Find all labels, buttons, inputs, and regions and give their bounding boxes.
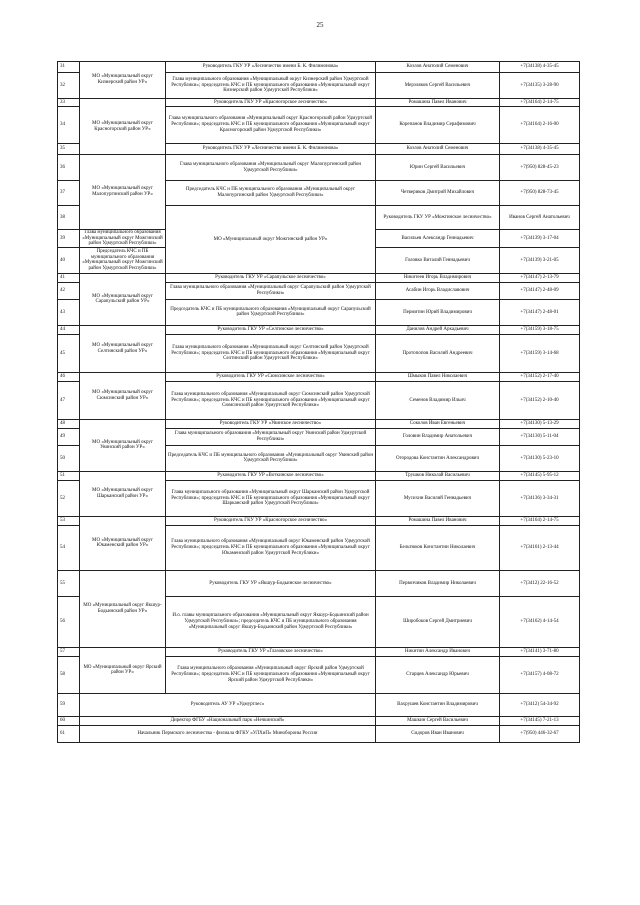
name-cell: Козлов Анатолий Семенович [376, 144, 500, 155]
name-cell: Огородова Константин Александрович [376, 445, 500, 471]
phone-cell: +7(34161) 2-13-44 [500, 525, 580, 570]
phone-cell: +7(34145) 5-95-12 [500, 471, 580, 480]
district-cell: МО «Муниципальный округ Малопургинский район УР» [80, 155, 166, 230]
position-cell: Глава муниципального образования «Муниципальный округ Кизнерский район Удмуртской Республики»; председатель КЧС и ПБ муниципального образования «Муниципальный округ Кизнерский район Удмуртской Республики» [166, 73, 376, 99]
row-number: 51 [58, 471, 80, 480]
row-number: 59 [58, 693, 80, 716]
phone-cell: +7(34164) 2-14-75 [500, 99, 580, 107]
district-cell: МО «Муниципальный округ Шарканский район УР» [80, 471, 166, 516]
position-cell: Руководитель ГКУ УР «Лесничество имени Б. К. Филимонова» [166, 144, 376, 155]
table-row [58, 647, 580, 656]
phone-cell: +7(34152) 2-10-40 [500, 381, 580, 419]
row-number: 40 [58, 247, 80, 273]
name-cell: Сидоров Иван Иванович [376, 725, 500, 742]
phone-cell: +7(34139) 3-17-04 [500, 229, 580, 247]
position-cell: Председатель КЧС и ПБ муниципального образования «Муниципальный округ Малопургинский район Удмуртской Республики» [166, 181, 376, 206]
table-row [58, 419, 580, 428]
district-cell: МО «Муниципальный округ Увинский район УР» [80, 419, 166, 471]
name-cell: Машкин Сергей Васильевич [376, 716, 500, 725]
position-cell: Глава муниципального образования «Муниципальный округ Малопургинский район Удмуртской Республики» [166, 155, 376, 181]
table-row [58, 725, 580, 742]
position-cell: Глава муниципального образования «Муниципальный округ Сарапульский район Удмуртской Республики» [166, 282, 376, 299]
table-row [58, 273, 580, 282]
phone-cell: +7(34164) 2-16-00 [500, 107, 580, 144]
position-cell: Глава муниципального образования «Муниципальный округ Сюмсинский район Удмуртской Республики»; председатель КЧС и ПБ муниципального образования «Муниципальный округ Сюмсинский район Удмуртской Республики» [166, 381, 376, 419]
row-number: 43 [58, 299, 80, 325]
position-cell: Руководитель ГКУ УР «Воткинское лесничество» [166, 471, 376, 480]
name-cell: Иванов Сергей Анатольевич [500, 206, 580, 230]
contacts-table-body [58, 62, 580, 743]
phone-cell: +7(34159) 3-18-75 [500, 325, 580, 334]
row-number: 37 [58, 181, 80, 206]
row-number: 42 [58, 282, 80, 299]
name-cell: Никитеев Игорь Владимирович [376, 273, 500, 282]
phone-cell: +7(34157) 4-08-72 [500, 656, 580, 693]
phone-cell: +7(34136) 3-34-31 [500, 480, 580, 516]
phone-cell: +7(3412) 54-34-92 [500, 693, 580, 716]
name-cell: Семенов Владимир Ильич [376, 381, 500, 419]
position-cell: Начальник Пермского лесничества - филиала ФГКУ «УЛХиП» Минобороны России [80, 725, 376, 742]
row-number: 35 [58, 144, 80, 155]
phone-cell: +7(34130) 5-13-29 [500, 419, 580, 428]
row-number: 49 [58, 428, 80, 445]
row-number: 60 [58, 716, 80, 725]
position-cell: Руководитель ГКУ УР «Красногорское лесничество» [166, 99, 376, 107]
name-cell: Мерзляков Сергей Васильевич [376, 73, 500, 99]
position-cell: Глава муниципального образования «Муниципальный округ Красногорский район Удмуртской Республики»; председатель КЧС и ПБ муниципального образования «Муниципальный округ Красногорский район Удмуртской Республики» [166, 107, 376, 144]
row-number: 55 [58, 570, 80, 596]
position-cell: Руководитель ГКУ УР «Сарапульское лесничество» [166, 273, 376, 282]
name-cell: Протопопов Василий Андреевич [376, 334, 500, 372]
phone-cell: +7(34159) 3-14-68 [500, 334, 580, 372]
row-number: 54 [58, 525, 80, 570]
position-cell: Глава муниципального образования «Муниципальный округ Шарканский район Удмуртской Республики»; председатель КЧС и ПБ муниципального образования «Муниципальный округ Шарканский район Удмуртской Республики» [166, 480, 376, 516]
district-cell: МО «Муниципальный округ Красногорский район УР» [80, 99, 166, 155]
name-cell: Пермитин Юрий Владимирович [376, 299, 500, 325]
district-cell: МО «Муниципальный округ Кизнерский район УР» [80, 62, 166, 99]
position-cell: Руководитель ГКУ УР «Сюмсинское лесничество» [166, 372, 376, 381]
position-cell: Глава муниципального образования «Муниципальный округ Ярский район Удмуртской Республики»; председатель КЧС и ПБ муниципального образования «Муниципальный округ Ярский район Удмуртской Республики» [166, 656, 376, 693]
name-cell: Вахрушев Константин Владимирович [376, 693, 500, 716]
name-cell: Бельтюков Константин Николаевич [376, 525, 500, 570]
position-cell: Руководитель ГКУ УР «Якшур-Бодьинское лесничество» [166, 570, 376, 596]
position-cell: Председатель КЧС и ПБ муниципального образования «Муниципальный округ Увинский район Удмуртской Республики» [166, 445, 376, 471]
district-cell: МО «Муниципальный округ Ярский район УР» [80, 647, 166, 693]
phone-cell: +7(34147) 2-48-01 [500, 299, 580, 325]
position-cell: Директор ФГБУ «Национальный парк «Нечкинский» [80, 716, 376, 725]
position-cell: Руководитель ГКУ УР «Селтинское лесничество» [166, 325, 376, 334]
name-cell: Головин Владимир Анатольевич [376, 428, 500, 445]
district-cell: МО «Муниципальный округ Сюмсинский район УР» [80, 372, 166, 419]
phone-cell: +7(34164) 2-14-75 [500, 516, 580, 525]
row-number: 50 [58, 445, 80, 471]
position-cell: Председатель КЧС и ПБ муниципального образования «Муниципальный округ Сарапульский район Удмуртской Республики» [166, 299, 376, 325]
name-cell: Корепанов Владимир Серафимович [376, 107, 500, 144]
row-number: 41 [58, 273, 80, 282]
name-cell: Юрин Сергей Васильевич [376, 155, 500, 181]
name-cell: Четвериков Дмитрий Михайлович [376, 181, 500, 206]
district-cell: МО «Муниципальный округ Юкаменский район УР» [80, 516, 166, 570]
district-cell: МО «Муниципальный округ Сарапульский район УР» [80, 273, 166, 325]
position-cell: Глава муниципального образования «Муниципальный округ Селтинский район Удмуртской Республики»; председатель КЧС и ПБ муниципального образования «Муниципальный округ Селтинский район Удмуртской Республики» [166, 334, 376, 372]
table-row [58, 155, 580, 181]
phone-cell: +7(34147) 2-48-09 [500, 282, 580, 299]
district-cell: МО «Муниципальный округ Якшур-Бодьинский район УР» [80, 570, 166, 647]
phone-cell: +7(34139) 3-21-05 [500, 247, 580, 273]
phone-cell: +7(34141) 3-71-80 [500, 647, 580, 656]
position-cell: Руководитель ГКУ УР «Красногорское лесничество» [166, 516, 376, 525]
phone-cell: +7(950) 828-73-45 [500, 181, 580, 206]
row-number: 44 [58, 325, 80, 334]
phone-cell: +7(34138) 4-35-45 [500, 144, 580, 155]
table-row [58, 325, 580, 334]
position-cell: Руководитель АУ УР «Удмуртлес» [80, 693, 376, 716]
phone-cell: +7(34147) 2-13-79 [500, 273, 580, 282]
name-cell: Головко Виталий Геннадьевич [376, 247, 500, 273]
row-number: 31 [58, 62, 80, 73]
name-cell: Старцев Александр Юрьевич [376, 656, 500, 693]
position-cell: Глава муниципального образования «Муниципальный округ Юкаменский район Удмуртской Республики»; председатель КЧС и ПБ муниципального образования «Муниципальный округ Юкаменский район Удмуртской Республики» [166, 525, 376, 570]
table-row [58, 372, 580, 381]
name-cell: Данилов Андрей Аркадьевич [376, 325, 500, 334]
row-number: 33 [58, 99, 80, 107]
phone-cell: +7(34162) 4-14-54 [500, 596, 580, 647]
name-cell: Соколов Иван Евгеньевич [376, 419, 500, 428]
phone-cell: +7(3412) 22-16-52 [500, 570, 580, 596]
district-cell: МО «Муниципальный округ Селтинский район УР» [80, 325, 166, 372]
name-cell: Никитин Александр Иванович [376, 647, 500, 656]
phone-cell: +7(34135) 3-28-90 [500, 73, 580, 99]
name-cell: Козлов Анатолий Семенович [376, 62, 500, 73]
table-row [58, 516, 580, 525]
row-number: 36 [58, 155, 80, 181]
name-cell: Шмыков Павел Николаевич [376, 372, 500, 381]
position-cell: Глава муниципального образования «Муниципальный округ Увинский район Удмуртской Республики» [166, 428, 376, 445]
row-number: 58 [58, 656, 80, 693]
row-number: 32 [58, 73, 80, 99]
name-cell: Ромашина Павел Иванович [376, 516, 500, 525]
position-cell: Руководитель ГКУ УР «Лесничество имени Б. К. Филимонова» [166, 62, 376, 73]
row-number: 45 [58, 334, 80, 372]
phone-cell: +7(950) 446-32-67 [500, 725, 580, 742]
name-cell: Мусихин Василий Геннадьевич [376, 480, 500, 516]
row-number: 61 [58, 725, 80, 742]
position-cell: Глава муниципального образования «Муниципальный округ Можгинский район Удмуртской Республики» [80, 229, 166, 247]
name-cell: Ромашина Павел Иванович [376, 99, 500, 107]
name-cell: Первозчиков Владимир Николаевич [376, 570, 500, 596]
row-number: 53 [58, 516, 80, 525]
row-number: 46 [58, 372, 80, 381]
position-cell: Руководитель ГКУ УР «Можгинское лесничество» [376, 206, 500, 230]
phone-cell: +7(34145) 7-21-13 [500, 716, 580, 725]
row-number: 38 [58, 206, 80, 230]
position-cell: Руководитель ГКУ УР «Увинское лесничество» [166, 419, 376, 428]
row-number: 34 [58, 107, 80, 144]
row-number: 48 [58, 419, 80, 428]
row-number: 39 [58, 229, 80, 247]
table-row [58, 570, 580, 596]
name-cell: Асабин Игорь Владиславович [376, 282, 500, 299]
position-cell: Председатель КЧС и ПБ муниципального образования «Муниципальный округ Можгинский район Удмуртской Республики» [80, 247, 166, 273]
row-number: 52 [58, 480, 80, 516]
name-cell: Васильев Александр Геннадьевич [376, 229, 500, 247]
row-number: 56 [58, 596, 80, 647]
position-cell: Руководитель ГКУ УР «Глазовское лесничество» [166, 647, 376, 656]
page-number: 25 [316, 21, 324, 29]
district-cell: МО «Муниципальный округ Можгинский район УР» [166, 206, 376, 274]
position-cell: И.о. главы муниципального образования «Муниципальный округ Якшур-Бодьинский район Удмуртской Республики»; председатель КЧС и ПБ муниципального образования «Муниципальный округ Якшур-Бодьинский район Удмуртской Республики» [166, 596, 376, 647]
phone-cell: +7(34130) 5-11-04 [500, 428, 580, 445]
phone-cell: +7(950) 828-45-23 [500, 155, 580, 181]
table-row [58, 62, 580, 73]
phone-cell: +7(34152) 2-17-40 [500, 372, 580, 381]
row-number: 57 [58, 647, 80, 656]
table-row [58, 99, 580, 107]
contacts-table [57, 61, 580, 743]
name-cell: Трушков Николай Васильевич [376, 471, 500, 480]
phone-cell: +7(34130) 5-23-10 [500, 445, 580, 471]
table-row [58, 471, 580, 480]
row-number: 47 [58, 381, 80, 419]
table-row [58, 716, 580, 725]
name-cell: Широбоков Сергей Дмитриевич [376, 596, 500, 647]
table-row [58, 693, 580, 716]
phone-cell: +7(34138) 4-35-45 [500, 62, 580, 73]
